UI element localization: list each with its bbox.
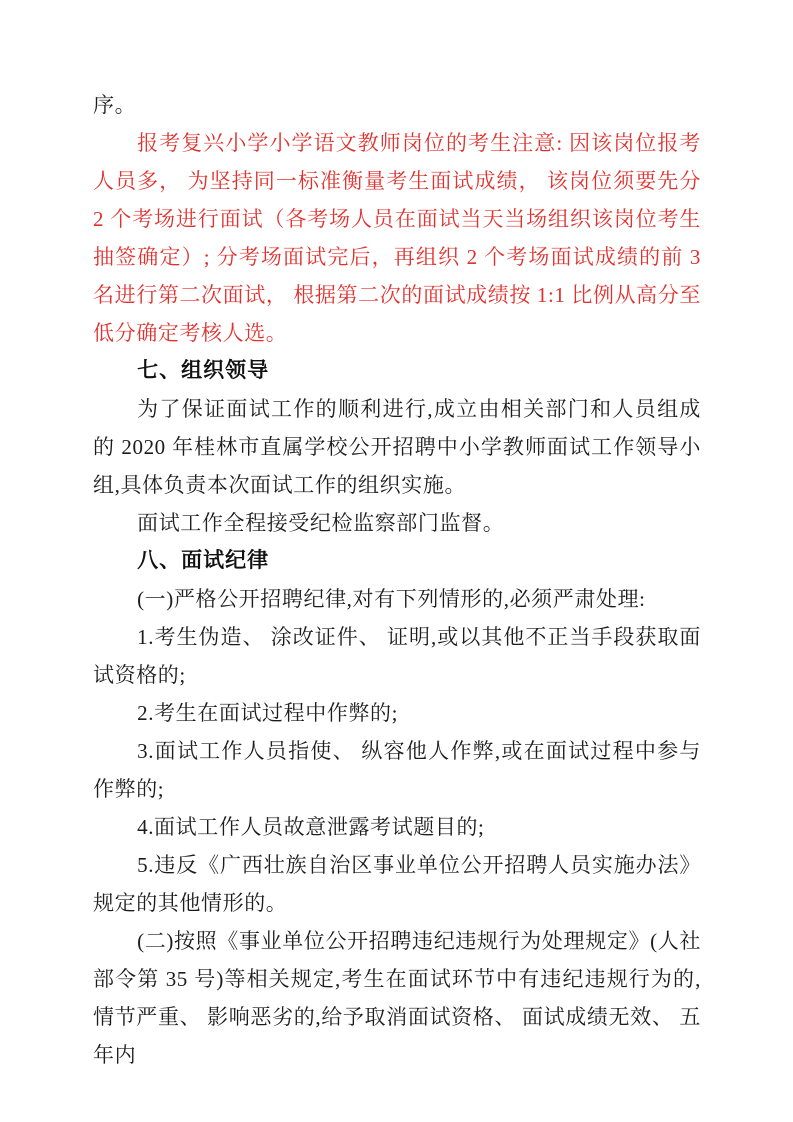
red-notice-paragraph: 报考复兴小学小学语文教师岗位的考生注意: 因该岗位报考人员多， 为坚持同一标准衡量考生面试成绩， 该岗位须要先分 2 个考场进行面试（各考场人员在面试当天当场组织该岗位考生抽签确定）; 分考场面试完后，再组织 2 个考场面试成绩的前 3 名进行第二次面试， 根据第二次的面试成绩按 1:1 比例从高分至低分确定考核人选。 (93, 131, 701, 345)
body-paragraph-item-3: 3.面试工作人员指使、 纵容他人作弊,或在面试过程中参与作弊的; (93, 739, 701, 801)
body-paragraph-item-4: 4.面试工作人员故意泄露考试题目的; (137, 815, 485, 839)
body-paragraph-item-1: 1.考生伪造、 涂改证件、 证明,或以其他不正当手段获取面试资格的; (93, 625, 701, 687)
body-paragraph-item-2: 2.考生在面试过程中作弊的; (137, 701, 399, 725)
body-paragraph-item-5: 5.违反《广西壮族自治区事业单位公开招聘人员实施办法》规定的其他情形的。 (93, 853, 701, 915)
paragraph-sentence-tail: 序。 (93, 93, 137, 117)
body-paragraph-rule-1-intro: (一)严格公开招聘纪律,对有下列情形的,必须严肃处理: (137, 587, 646, 611)
section-heading-organization-leadership: 七、组织领导 (137, 359, 270, 382)
body-paragraph-supervision: 面试工作全程接受纪检监察部门监督。 (137, 511, 505, 535)
body-paragraph-leadership-group: 为了保证面试工作的顺利进行,成立由相关部门和人员组成的 2020 年桂林市直属学校公开招聘中小学教师面试工作领导小组,具体负责本次面试工作的组织实施。 (93, 397, 701, 497)
section-heading-interview-discipline: 八、面试纪律 (137, 549, 270, 572)
body-paragraph-rule-2: (二)按照《事业单位公开招聘违纪违规行为处理规定》(人社部令第 35 号)等相关规定,考生在面试环节中有违纪违规行为的,情节严重、 影响恶劣的,给予取消面试资格、 面试成绩无效、 五年内 (93, 929, 701, 1067)
